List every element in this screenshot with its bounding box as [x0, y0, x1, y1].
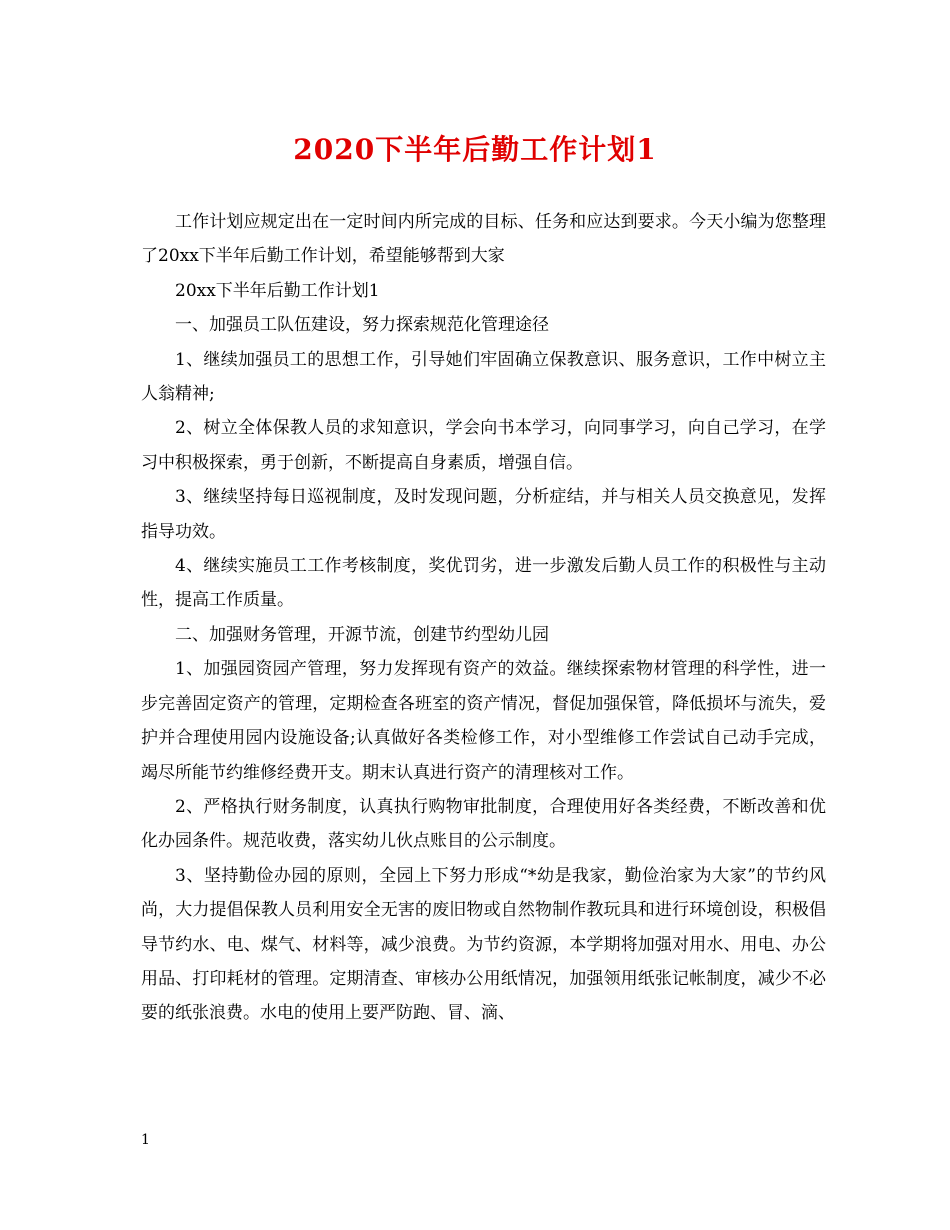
- paragraph-item: 4、继续实施员工工作考核制度，奖优罚劣，进一步激发后勤人员工作的积极性与主动性，提高工作质量。: [141, 556, 826, 611]
- paragraph-subtitle: 20xx下半年后勤工作计划1: [175, 280, 380, 301]
- section-heading-2: 二、加强财务管理，开源节流，创建节约型幼儿园: [175, 624, 549, 645]
- paragraph-item: 2、树立全体保教人员的求知意识，学会向书本学习，向同事学习，向自己学习，在学习中积极探索，勇于创新，不断提高自身素质，增强自信。: [141, 418, 826, 473]
- paragraph-item: 3、继续坚持每日巡视制度，及时发现问题，分析症结，并与相关人员交换意见，发挥指导功效。: [141, 487, 826, 542]
- page-number: 1: [141, 1132, 150, 1148]
- paragraph-item: 3、坚持勤俭办园的原则，全园上下努力形成“*幼是我家，勤俭治家为大家”的节约风尚，大力提倡保教人员利用安全无害的废旧物或自然物制作教玩具和进行环境创设，积极倡导节约水、电、煤气、材料等，减少浪费。为节约资源，本学期将加强对用水、用电、办公用品、打印耗材的管理。定期清查、审核办公用纸情况，加强领用纸张记帐制度，减少不必要的纸张浪费。水电的使用上要严防跑、冒、滴、: [141, 865, 826, 1024]
- document-title: 2020下半年后勤工作计划1: [293, 133, 657, 166]
- paragraph-item: 1、加强园资园产管理，努力发挥现有资产的效益。继续探索物材管理的科学性，进一步完善固定资产的管理，定期检查各班室的资产情况，督促加强保管，降低损坏与流失，爱护并合理使用园内设施设备;认真做好各类检修工作，对小型维修工作尝试自己动手完成，竭尽所能节约维修经费开支。期末认真进行资产的清理核对工作。: [141, 659, 826, 783]
- document-body: [141, 205, 826, 1031]
- section-heading-1: 一、加强员工队伍建设，努力探索规范化管理途径: [175, 315, 549, 336]
- paragraph-intro: 工作计划应规定出在一定时间内所完成的目标、任务和应达到要求。今天小编为您整理了20xx下半年后勤工作计划，希望能够帮到大家: [141, 212, 826, 267]
- paragraph-item: 1、继续加强员工的思想工作，引导她们牢固确立保教意识、服务意识，工作中树立主人翁精神;: [141, 349, 826, 405]
- paragraph-item: 2、严格执行财务制度，认真执行购物审批制度，合理使用好各类经费，不断改善和优化办园条件。规范收费，落实幼儿伙点账目的公示制度。: [141, 796, 826, 852]
